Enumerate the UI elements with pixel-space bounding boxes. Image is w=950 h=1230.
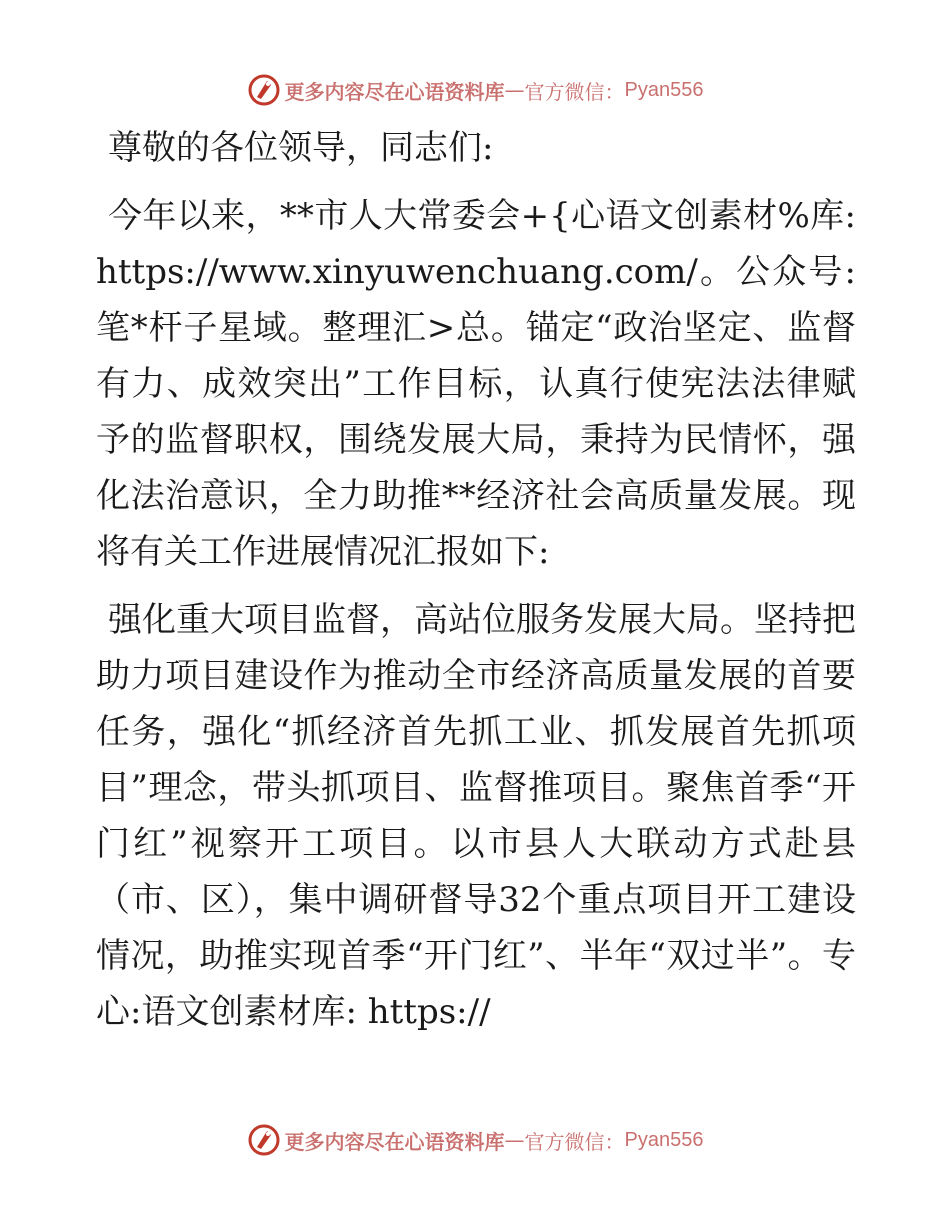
paragraph-major-projects: 强化重大项目监督，高站位服务发展大局。坚持把助力项目建设作为推动全市经济高质量发展的首要任务，强化“抓经济首先抓工业、抓发展首先抓项目”理念，带头抓项目、监督推项目。聚焦首季“开门红”视察开工项目。以市县人大联动方式赴县（市、区），集中调研督导32个重点项目开工建设情况，助推实现首季“开门红”、半年“双过半”。专心:语文创素材库: https:// — [96, 600, 856, 1032]
banner-title: 更多内容尽在心语资料库 — [284, 1129, 505, 1154]
header-banner — [0, 70, 950, 110]
document-body — [96, 120, 856, 1052]
banner-wechat-id: Pyan556 — [624, 78, 704, 101]
paragraph-intro: 今年以来，**市人大常委会+{心语文创素材%库: https://www.xinyuwenchuang.com/。公众号: 笔*杆子星域。整理汇>总。锚定“政治坚定、监督有力、成效突出”工作目标，认真行使宪法法律赋予的监督职权，围绕发展大局，秉持为民情怀，强化法治意识，全力助推**经济社会高质量发展。现将有关工作进展情况汇报如下: — [96, 196, 856, 572]
banner-title: 更多内容尽在心语资料库 — [284, 79, 505, 104]
banner-wechat-label: 官方微信： — [524, 1129, 625, 1154]
footer-banner — [0, 1120, 950, 1160]
salutation: 尊敬的各位领导，同志们: — [108, 128, 494, 168]
banner-wechat-label: 官方微信： — [524, 79, 625, 104]
pen-nib-logo-icon — [247, 73, 281, 107]
banner-dash: — — [504, 78, 525, 102]
banner-wechat-id: Pyan556 — [624, 1128, 704, 1151]
banner-dash: — — [504, 1128, 525, 1152]
pen-nib-logo-icon — [247, 1123, 281, 1157]
